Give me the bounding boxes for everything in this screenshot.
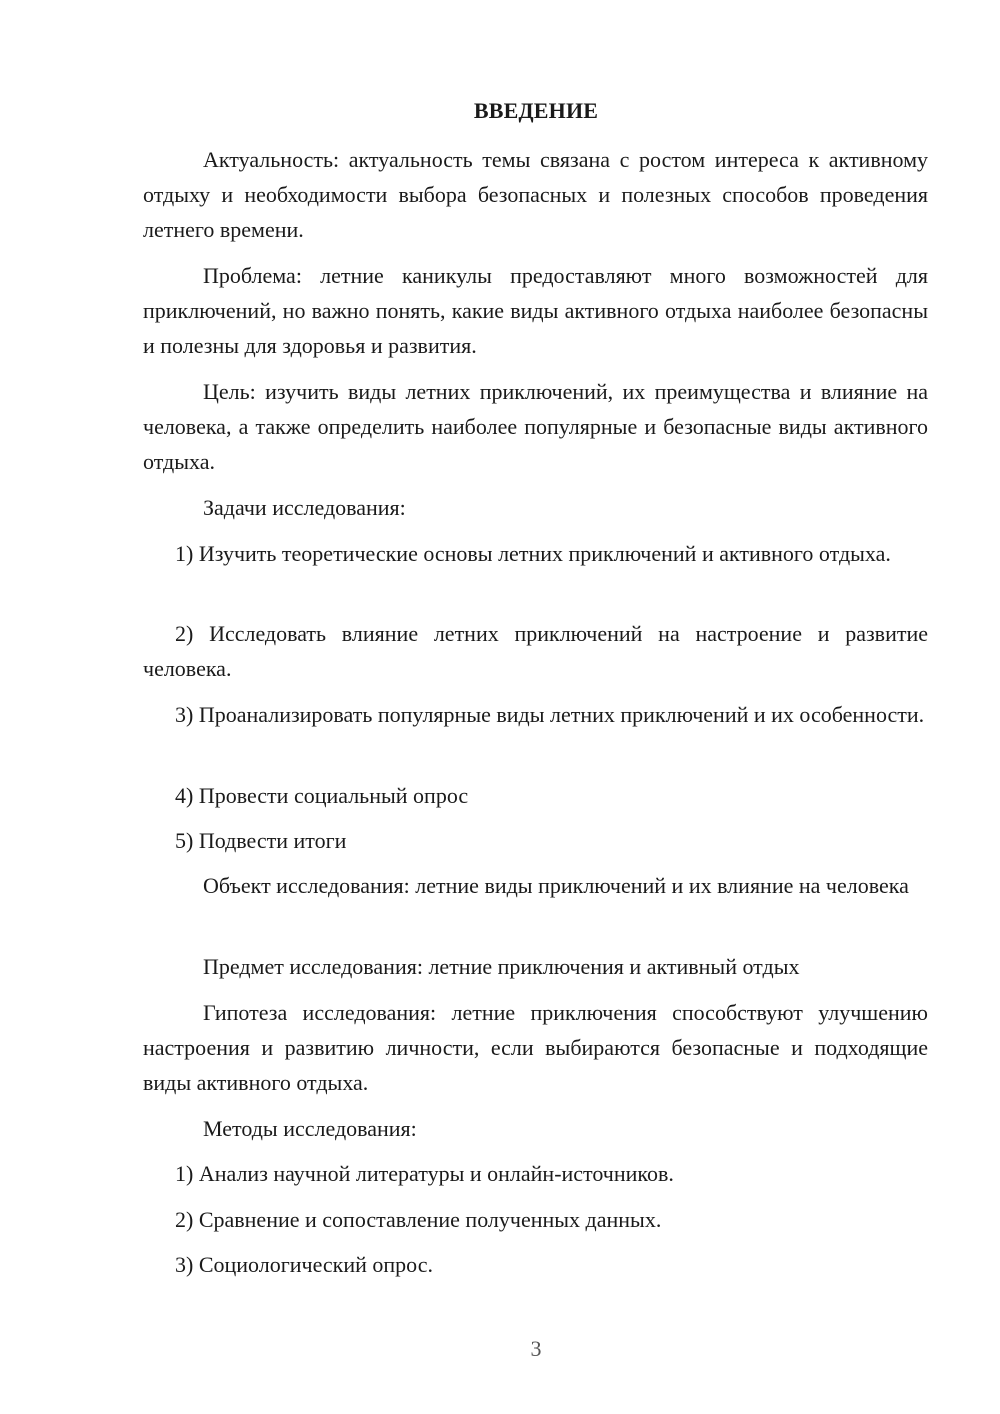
paragraph-relevance: Актуальность: актуальность темы связана с ростом интереса к активному отдыху и необходимости выбора безопасных и полезных способов проведения летнего времени.: [143, 147, 928, 242]
list-item: 4) Провести социальный опрос: [175, 783, 469, 808]
paragraph-tasks-heading: Задачи исследования:: [203, 495, 406, 520]
list-item: 1) Анализ научной литературы и онлайн-источников.: [175, 1161, 674, 1186]
list-item: 3) Социологический опрос.: [175, 1252, 433, 1277]
paragraph-hypothesis: Гипотеза исследования: летние приключения способствуют улучшению настроения и развитию личности, если выбираются безопасные и подходящие виды активного отдыха.: [143, 1000, 928, 1095]
list-item: 3) Проанализировать популярные виды летних приключений и их особенности.: [175, 702, 925, 727]
section-title: ВВЕДЕНИЕ: [473, 98, 599, 123]
paragraph-problem: Проблема: летние каникулы предоставляют много возможностей для приключений, но важно понять, какие виды активного отдыха наиболее безопасны и полезны для здоровья и развития.: [143, 263, 928, 358]
paragraph-object: Объект исследования: летние виды приключений и их влияние на человека: [203, 873, 909, 898]
list-item: 2) Исследовать влияние летних приключений на настроение и развитие человека.: [143, 621, 928, 681]
paragraph-goal: Цель: изучить виды летних приключений, их преимущества и влияние на человека, а также определить наиболее популярные и безопасные виды активного отдыха.: [143, 379, 928, 474]
list-item: 1) Изучить теоретические основы летних приключений и активного отдыха.: [175, 541, 891, 566]
list-item: 2) Сравнение и сопоставление полученных данных.: [175, 1207, 662, 1232]
page-number: 3: [530, 1336, 542, 1361]
paragraph-subject: Предмет исследования: летние приключения и активный отдых: [203, 954, 800, 979]
paragraph-methods-heading: Методы исследования:: [203, 1116, 417, 1141]
list-item: 5) Подвести итоги: [175, 828, 347, 853]
